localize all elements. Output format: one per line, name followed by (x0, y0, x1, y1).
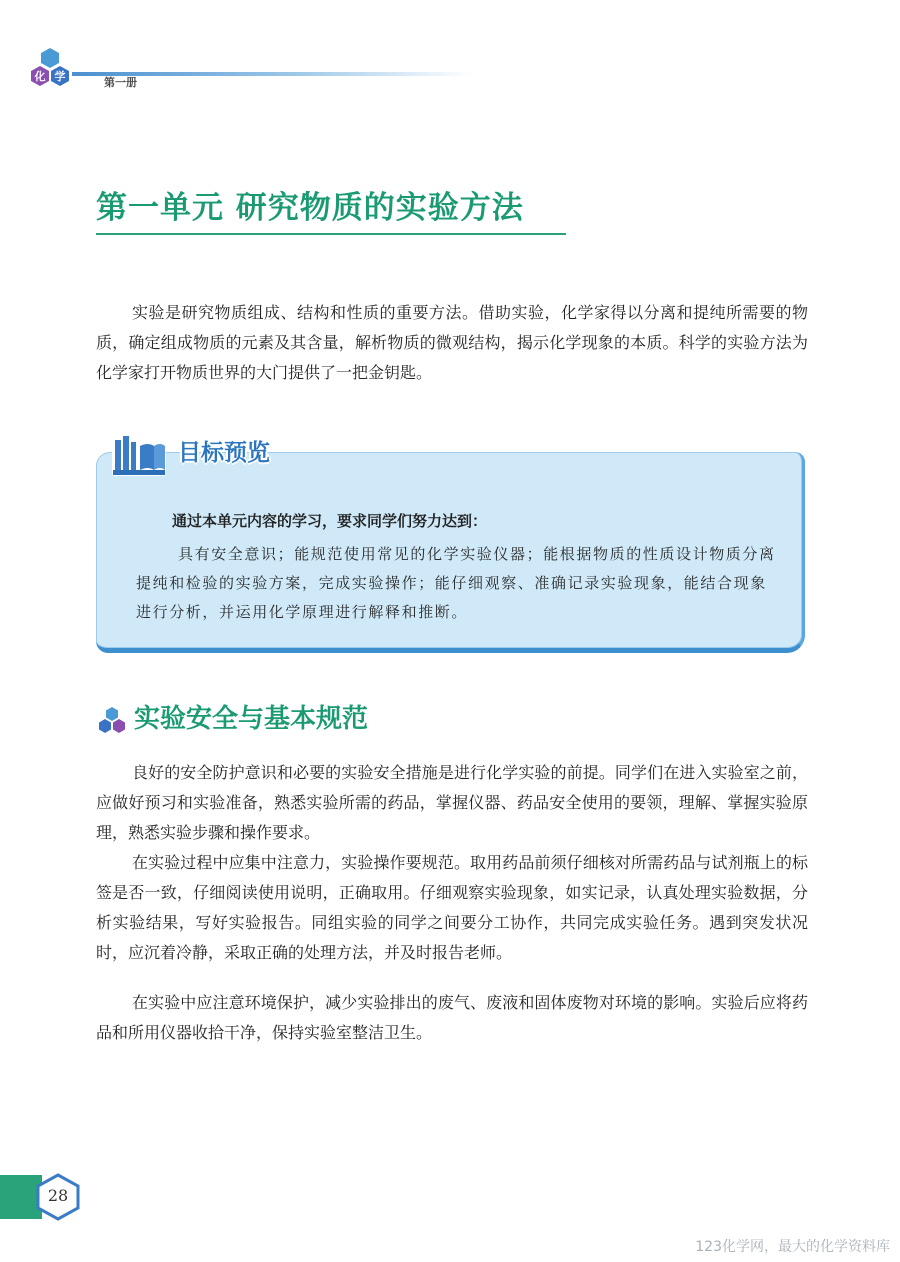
section-paragraph-2: 在实验过程中应集中注意力，实验操作要规范。取用药品前须仔细核对所需药品与试剂瓶上的标签是否一致，仔细阅读使用说明，正确取用。仔细观察实验现象，如实记录，认真处理实验数据，分析实验结果，写好实验报告。同组实验的同学之间要分工协作，共同完成实验任务。遇到突发状况时，应沉着冷静，采取正确的处理方法，并及时报告老师。 (96, 853, 808, 962)
hexagon-cluster-icon (96, 706, 128, 734)
goals-box-background (96, 452, 805, 653)
goals-lead: 通过本单元内容的学习，要求同学们努力达到： (172, 512, 488, 530)
logo-char-2: 学 (54, 70, 66, 83)
page-number: 28 (47, 1186, 69, 1205)
page-header (28, 46, 468, 96)
goals-text: 具有安全意识；能规范使用常见的化学实验仪器；能根据物质的性质设计物质分离提纯和检验的实验方案，完成实验操作；能仔细观察、准确记录实验现象，能结合现象进行分析，并运用化学原理进行解释和推断。 (136, 545, 776, 621)
book-shelf-icon (110, 432, 168, 478)
goals-title: 目标预览 (178, 440, 270, 466)
section-paragraph-1: 良好的安全防护意识和必要的实验安全措施是进行化学实验的前提。同学们在进入实验室之前，应做好预习和实验准备，熟悉实验所需的药品，掌握仪器、药品安全使用的要领，理解、掌握实验原理，熟悉实验步骤和操作要求。 (96, 763, 808, 842)
unit-title: 第一单元 研究物质的实验方法 (96, 190, 524, 226)
book-label: 第一册 (104, 76, 137, 89)
section-title: 实验安全与基本规范 (134, 704, 369, 734)
subject-hexagon-logo (28, 46, 88, 96)
logo-char-1: 化 (34, 70, 46, 83)
unit-title-rule (96, 233, 566, 235)
section-paragraph-3: 在实验中应注意环境保护，减少实验排出的废气、废液和固体废物对环境的影响。实验后应将药品和所用仪器收拾干净，保持实验室整洁卫生。 (96, 993, 808, 1042)
intro-paragraph: 实验是研究物质组成、结构和性质的重要方法。借助实验，化学家得以分离和提纯所需要的物质，确定组成物质的元素及其含量，解析物质的微观结构，揭示化学现象的本质。科学的实验方法为化学家打开物质世界的大门提供了一把金钥匙。 (96, 303, 808, 382)
goals-preview-box (96, 440, 806, 654)
watermark: 123化学网，最大的化学资料库 (695, 1239, 890, 1255)
